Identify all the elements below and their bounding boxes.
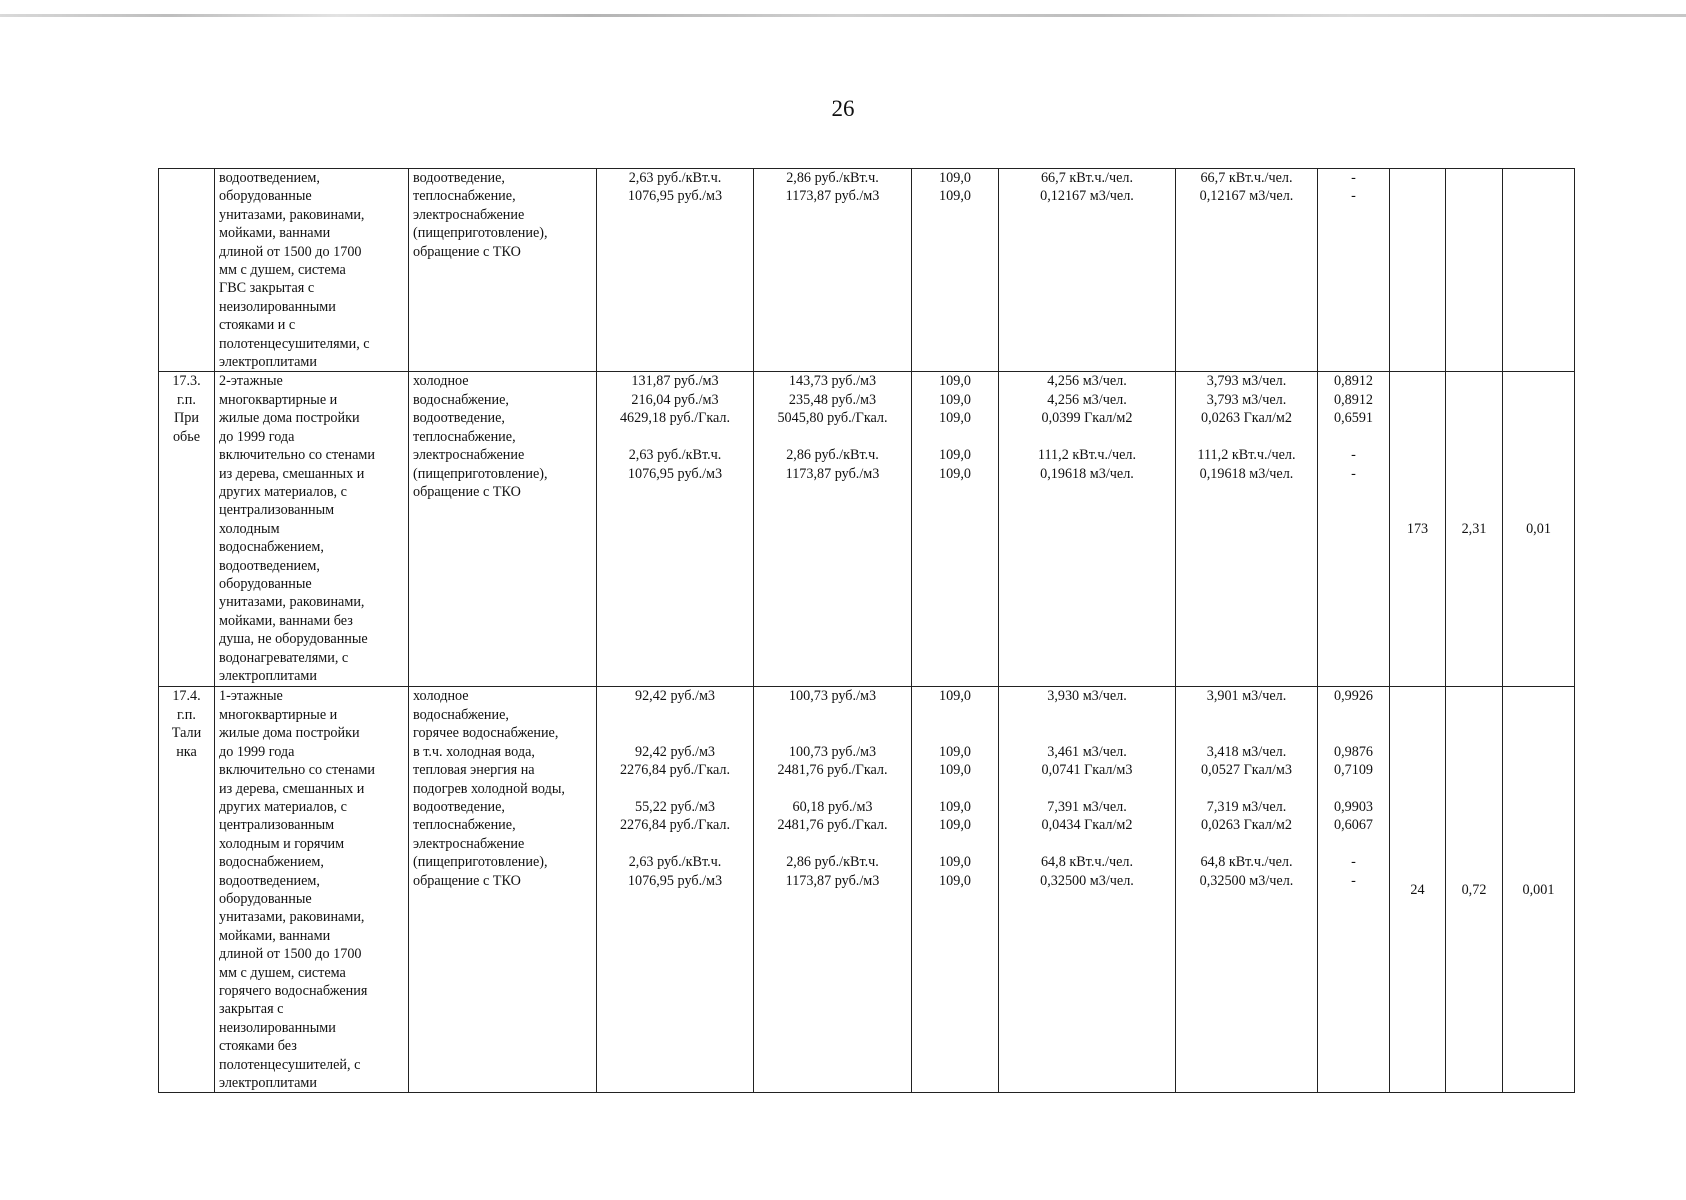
table-row <box>159 687 1575 1093</box>
row-number-cell: 17.3. г.п. При обье <box>159 372 215 687</box>
table-row <box>159 372 1575 687</box>
tariff-2-cell: 143,73 руб./м3 235,48 руб./м3 5045,80 руб./Гкал. 2,86 руб./кВт.ч. 1173,87 руб./м3 <box>754 372 912 687</box>
description-cell: водоотведением, оборудованные унитазами, раковинами, мойками, ваннами длиной от 1500 до 1700 мм с душем, система ГВС закрытая с неизолированными стояками и с полотенцесушителями, с электроплитами <box>215 169 409 372</box>
norm-2-cell: 66,7 кВт.ч./чел. 0,12167 м3/чел. <box>1176 169 1318 372</box>
index-cell: 109,0 109,0 109,0 109,0 109,0 <box>912 372 999 687</box>
index-cell: 109,0 109,0 <box>912 169 999 372</box>
count-cell <box>1390 169 1446 372</box>
index-cell: 109,0 109,0 109,0 109,0 109,0 109,0 109,0 <box>912 687 999 1093</box>
share-cell <box>1503 169 1575 372</box>
norm-2-cell: 3,793 м3/чел. 3,793 м3/чел. 0,0263 Гкал/м2 111,2 кВт.ч./чел. 0,19618 м3/чел. <box>1176 372 1318 687</box>
services-cell: холодное водоснабжение, водоотведение, теплоснабжение, электроснабжение (пищеприготовление), обращение с ТКО <box>409 372 597 687</box>
tariff-1-cell: 92,42 руб./м3 92,42 руб./м3 2276,84 руб./Гкал. 55,22 руб./м3 2276,84 руб./Гкал. 2,63 руб./кВт.ч. 1076,95 руб./м3 <box>597 687 754 1093</box>
description-cell: 2-этажные многоквартирные и жилые дома постройки до 1999 года включительно со стенами из дерева, смешанных и других материалов, с централизованным холодным водоснабжением, водоотведением, оборудованные унитазами, раковинами, мойками, ваннами без душа, не оборудованные водонагревателями, с электроплитами <box>215 372 409 687</box>
norm-2-cell: 3,901 м3/чел. 3,418 м3/чел. 0,0527 Гкал/м3 7,319 м3/чел. 0,0263 Гкал/м2 64,8 кВт.ч./чел. 0,32500 м3/чел. <box>1176 687 1318 1093</box>
tariff-1-cell: 2,63 руб./кВт.ч. 1076,95 руб./м3 <box>597 169 754 372</box>
tariff-2-cell: 2,86 руб./кВт.ч. 1173,87 руб./м3 <box>754 169 912 372</box>
coefficient-cell: 0,9926 0,9876 0,7109 0,9903 0,6067 - - <box>1318 687 1390 1093</box>
share-cell: 0,001 <box>1503 687 1575 1093</box>
share-cell: 0,01 <box>1503 372 1575 687</box>
norm-1-cell: 66,7 кВт.ч./чел. 0,12167 м3/чел. <box>999 169 1176 372</box>
count-cell: 24 <box>1390 687 1446 1093</box>
page-number: 26 <box>831 96 855 121</box>
norm-1-cell: 3,930 м3/чел. 3,461 м3/чел. 0,0741 Гкал/м3 7,391 м3/чел. 0,0434 Гкал/м2 64,8 кВт.ч./чел. 0,32500 м3/чел. <box>999 687 1176 1093</box>
norm-1-cell: 4,256 м3/чел. 4,256 м3/чел. 0,0399 Гкал/м2 111,2 кВт.ч./чел. 0,19618 м3/чел. <box>999 372 1176 687</box>
tariff-2-cell: 100,73 руб./м3 100,73 руб./м3 2481,76 руб./Гкал. 60,18 руб./м3 2481,76 руб./Гкал. 2,86 руб./кВт.ч. 1173,87 руб./м3 <box>754 687 912 1093</box>
table-row <box>159 169 1575 372</box>
count-cell: 173 <box>1390 372 1446 687</box>
coefficient-cell: 0,8912 0,8912 0,6591 - - <box>1318 372 1390 687</box>
description-cell: 1-этажные многоквартирные и жилые дома постройки до 1999 года включительно со стенами из дерева, смешанных и других материалов, с централизованным холодным и горячим водоснабжением, водоотведением, оборудованные унитазами, раковинами, мойками, ваннами длиной от 1500 до 1700 мм с душем, система горячего водоснабжения закрытая с неизолированными стояками без полотенцесушителей, с электроплитами <box>215 687 409 1093</box>
percent-cell: 0,72 <box>1446 687 1503 1093</box>
tariff-table <box>158 168 1575 1093</box>
services-cell: холодное водоснабжение, горячее водоснабжение, в т.ч. холодная вода, тепловая энергия на подогрев холодной воды, водоотведение, теплоснабжение, электроснабжение (пищеприготовление), обращение с ТКО <box>409 687 597 1093</box>
tariff-1-cell: 131,87 руб./м3 216,04 руб./м3 4629,18 руб./Гкал. 2,63 руб./кВт.ч. 1076,95 руб./м3 <box>597 372 754 687</box>
services-cell: водоотведение, теплоснабжение, электроснабжение (пищеприготовление), обращение с ТКО <box>409 169 597 372</box>
coefficient-cell: - - <box>1318 169 1390 372</box>
row-number-cell: 17.4. г.п. Тали нка <box>159 687 215 1093</box>
percent-cell: 2,31 <box>1446 372 1503 687</box>
row-number-cell <box>159 169 215 372</box>
scan-artifact-line <box>0 14 1686 17</box>
percent-cell <box>1446 169 1503 372</box>
